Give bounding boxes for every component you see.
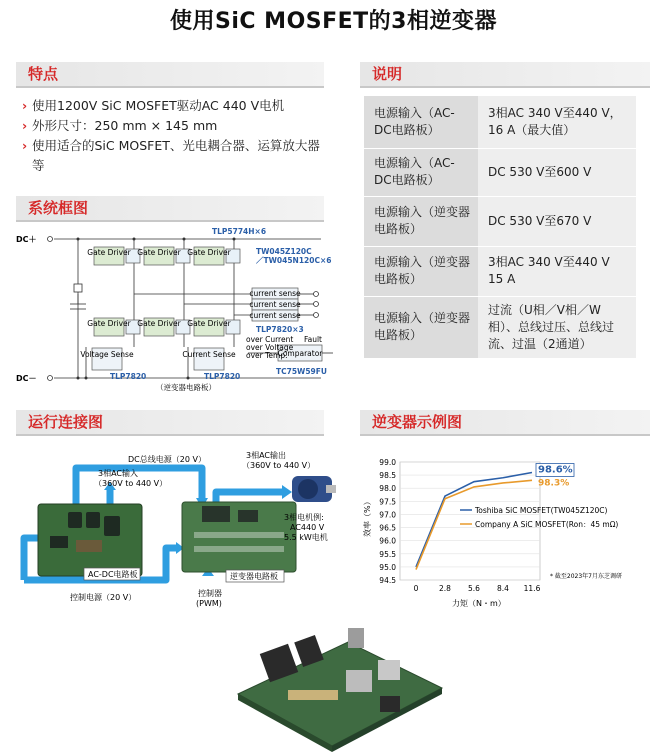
arrow-icon [282, 485, 292, 499]
spec-key: 电源输入（逆变器电路板） [364, 246, 478, 296]
features-list [22, 96, 322, 176]
chart-x-axis-label: 力矩（N・m） [452, 599, 506, 608]
comparator-part-label: TC75W59FU [276, 367, 327, 376]
table-row [364, 96, 636, 148]
chart-x-tick-label: 5.6 [468, 584, 480, 593]
chart-y-ticks [379, 458, 396, 585]
gate-driver-label: Gate Driver [187, 248, 231, 257]
chart-y-tick-label: 99.0 [379, 458, 396, 467]
current-sense-label: current sense [249, 311, 301, 320]
current-sense-box-label: Current Sense [182, 350, 236, 359]
tlp7820-label: TLP7820 [204, 372, 241, 381]
inverter-board-photo [228, 620, 448, 752]
chart-y-tick-label: 97.0 [379, 510, 396, 520]
board-caption: （逆变器电路板） [156, 383, 216, 392]
chart-y-tick-label: 97.5 [379, 497, 396, 507]
current-sense-label: current sense [249, 289, 301, 298]
controller-label: 控制器 [198, 589, 222, 598]
ac-in-label: 3相AC输入 [98, 469, 139, 478]
tlp7820x3-label: TLP7820×3 [256, 325, 304, 334]
gate-driver-label: Gate Driver [187, 319, 231, 328]
table-row [364, 296, 636, 358]
spec-key: 电源输入（逆变器电路板） [364, 196, 478, 246]
control-power-label: 控制电源（20 V） [70, 593, 137, 602]
gate-driver-label: Gate Driver [137, 319, 181, 328]
motor-image [292, 476, 336, 502]
motor-power-label: 5.5 kW电机 [284, 533, 328, 542]
table-row [364, 196, 636, 246]
gate-driver-label: Gate Driver [87, 248, 131, 257]
spec-value: 3相AC 340 V至440 V，16 A（最大值） [478, 96, 636, 148]
specs-table [364, 96, 636, 359]
chart-y-tick-label: 95.5 [379, 549, 396, 559]
chart-data-label: 98.6% [538, 464, 573, 476]
chart-x-tick-label: 8.4 [497, 584, 509, 593]
mosfet-part-label: ／TW045N120C×6 [256, 256, 332, 265]
voltage-sense-label: Voltage Sense [80, 350, 134, 359]
mosfet-part-label: TW045Z120C [256, 247, 312, 256]
dc-minus-label: DC－ [16, 374, 37, 383]
chart-y-tick-label: 95.0 [379, 562, 396, 572]
survey-note: * 截至2023年7月东芝调研 [550, 573, 622, 580]
chart-data-label: 98.3% [538, 478, 570, 489]
features-section-header [16, 62, 324, 88]
chart-x-ticks [414, 584, 541, 593]
current-sense-label: current sense [249, 300, 301, 309]
tlp7820-label: TLP7820 [110, 372, 147, 381]
motor-voltage-label: AC440 V [290, 523, 325, 532]
chart-y-tick-label: 94.5 [379, 576, 396, 585]
spec-key: 电源输入（逆变器电路板） [364, 296, 478, 358]
over-current-label: over Current [246, 335, 294, 344]
legend-entry-company-a: Company A SiC MOSFET(Ron：45 mΩ) [475, 520, 619, 529]
block-diagram [16, 222, 336, 404]
chart-y-tick-label: 96.0 [379, 536, 396, 546]
spec-value: 3相AC 340 V至440 V 15 A [478, 246, 636, 296]
dc-plus-label: DC＋ [16, 235, 37, 244]
block-diagram-section-header [16, 196, 324, 222]
over-temp-label: over Temp. [246, 351, 288, 360]
feature-item: › 使用1200V SiC MOSFET驱动AC 440 V电机 [22, 96, 322, 116]
features-heading: 特点 [28, 65, 59, 83]
tlp5774h-label: TLP5774H×6 [212, 227, 267, 236]
controller-pwm-label: (PWM) [196, 599, 222, 608]
connection-section-header [16, 410, 324, 436]
ac-out-label: 3相AC输出 [246, 451, 287, 460]
connection-heading: 运行连接图 [28, 413, 104, 431]
chart-x-tick-label: 0 [413, 584, 419, 593]
gate-driver-label: Gate Driver [87, 319, 131, 328]
chart-y-tick-label: 96.5 [379, 523, 396, 533]
specs-section-header [360, 62, 650, 88]
legend-entry-toshiba: Toshiba SiC MOSFET(TW045Z120C) [475, 506, 608, 515]
motor-label: 3相电机例: [284, 513, 324, 522]
feature-item: › 使用适合的SiC MOSFET、光电耦合器、运算放大器等 [22, 136, 322, 176]
ac-in-range-label: （360V to 440 V） [94, 479, 168, 488]
block-diagram-heading: 系统框图 [28, 199, 89, 217]
spec-value: 过流（U相／V相／W相）、总线过压、总线过流、过温（2通道） [478, 296, 636, 358]
inverter-board-label: 逆变器电路板 [230, 572, 278, 581]
spec-value: DC 530 V至600 V [478, 148, 636, 196]
example-heading: 逆变器示例图 [372, 413, 463, 431]
connection-diagram [16, 440, 342, 612]
table-row [364, 148, 636, 196]
specs-heading: 说明 [372, 65, 403, 83]
chart-y-tick-label: 98.0 [379, 484, 396, 494]
chart-x-tick-label: 2.8 [439, 584, 451, 593]
chart-x-tick-label: 11.6 [523, 584, 541, 593]
comparator-label: Comparator [277, 349, 323, 358]
spec-value: DC 530 V至670 V [478, 196, 636, 246]
chart-y-axis-label: 效率（%） [363, 497, 372, 537]
table-row [364, 246, 636, 296]
fault-label: Fault [304, 335, 322, 344]
feature-item: › 外形尺寸：250 mm × 145 mm [22, 116, 322, 136]
ac-out-range-label: （360V to 440 V） [242, 461, 316, 470]
efficiency-chart [360, 450, 660, 620]
acdc-board-label: AC-DC电路板 [88, 570, 138, 579]
spec-key: 电源输入（AC-DC电路板） [364, 148, 478, 196]
example-section-header [360, 410, 650, 436]
page-title: 使用SiC MOSFET的3相逆变器 [169, 9, 497, 34]
chart-y-tick-label: 98.5 [379, 471, 396, 481]
over-voltage-label: over Voltage [246, 343, 294, 352]
dc-bus-label: DC总线电源（20 V） [128, 455, 206, 464]
gate-driver-label: Gate Driver [137, 248, 181, 257]
spec-key: 电源输入（AC-DC电路板） [364, 96, 478, 148]
